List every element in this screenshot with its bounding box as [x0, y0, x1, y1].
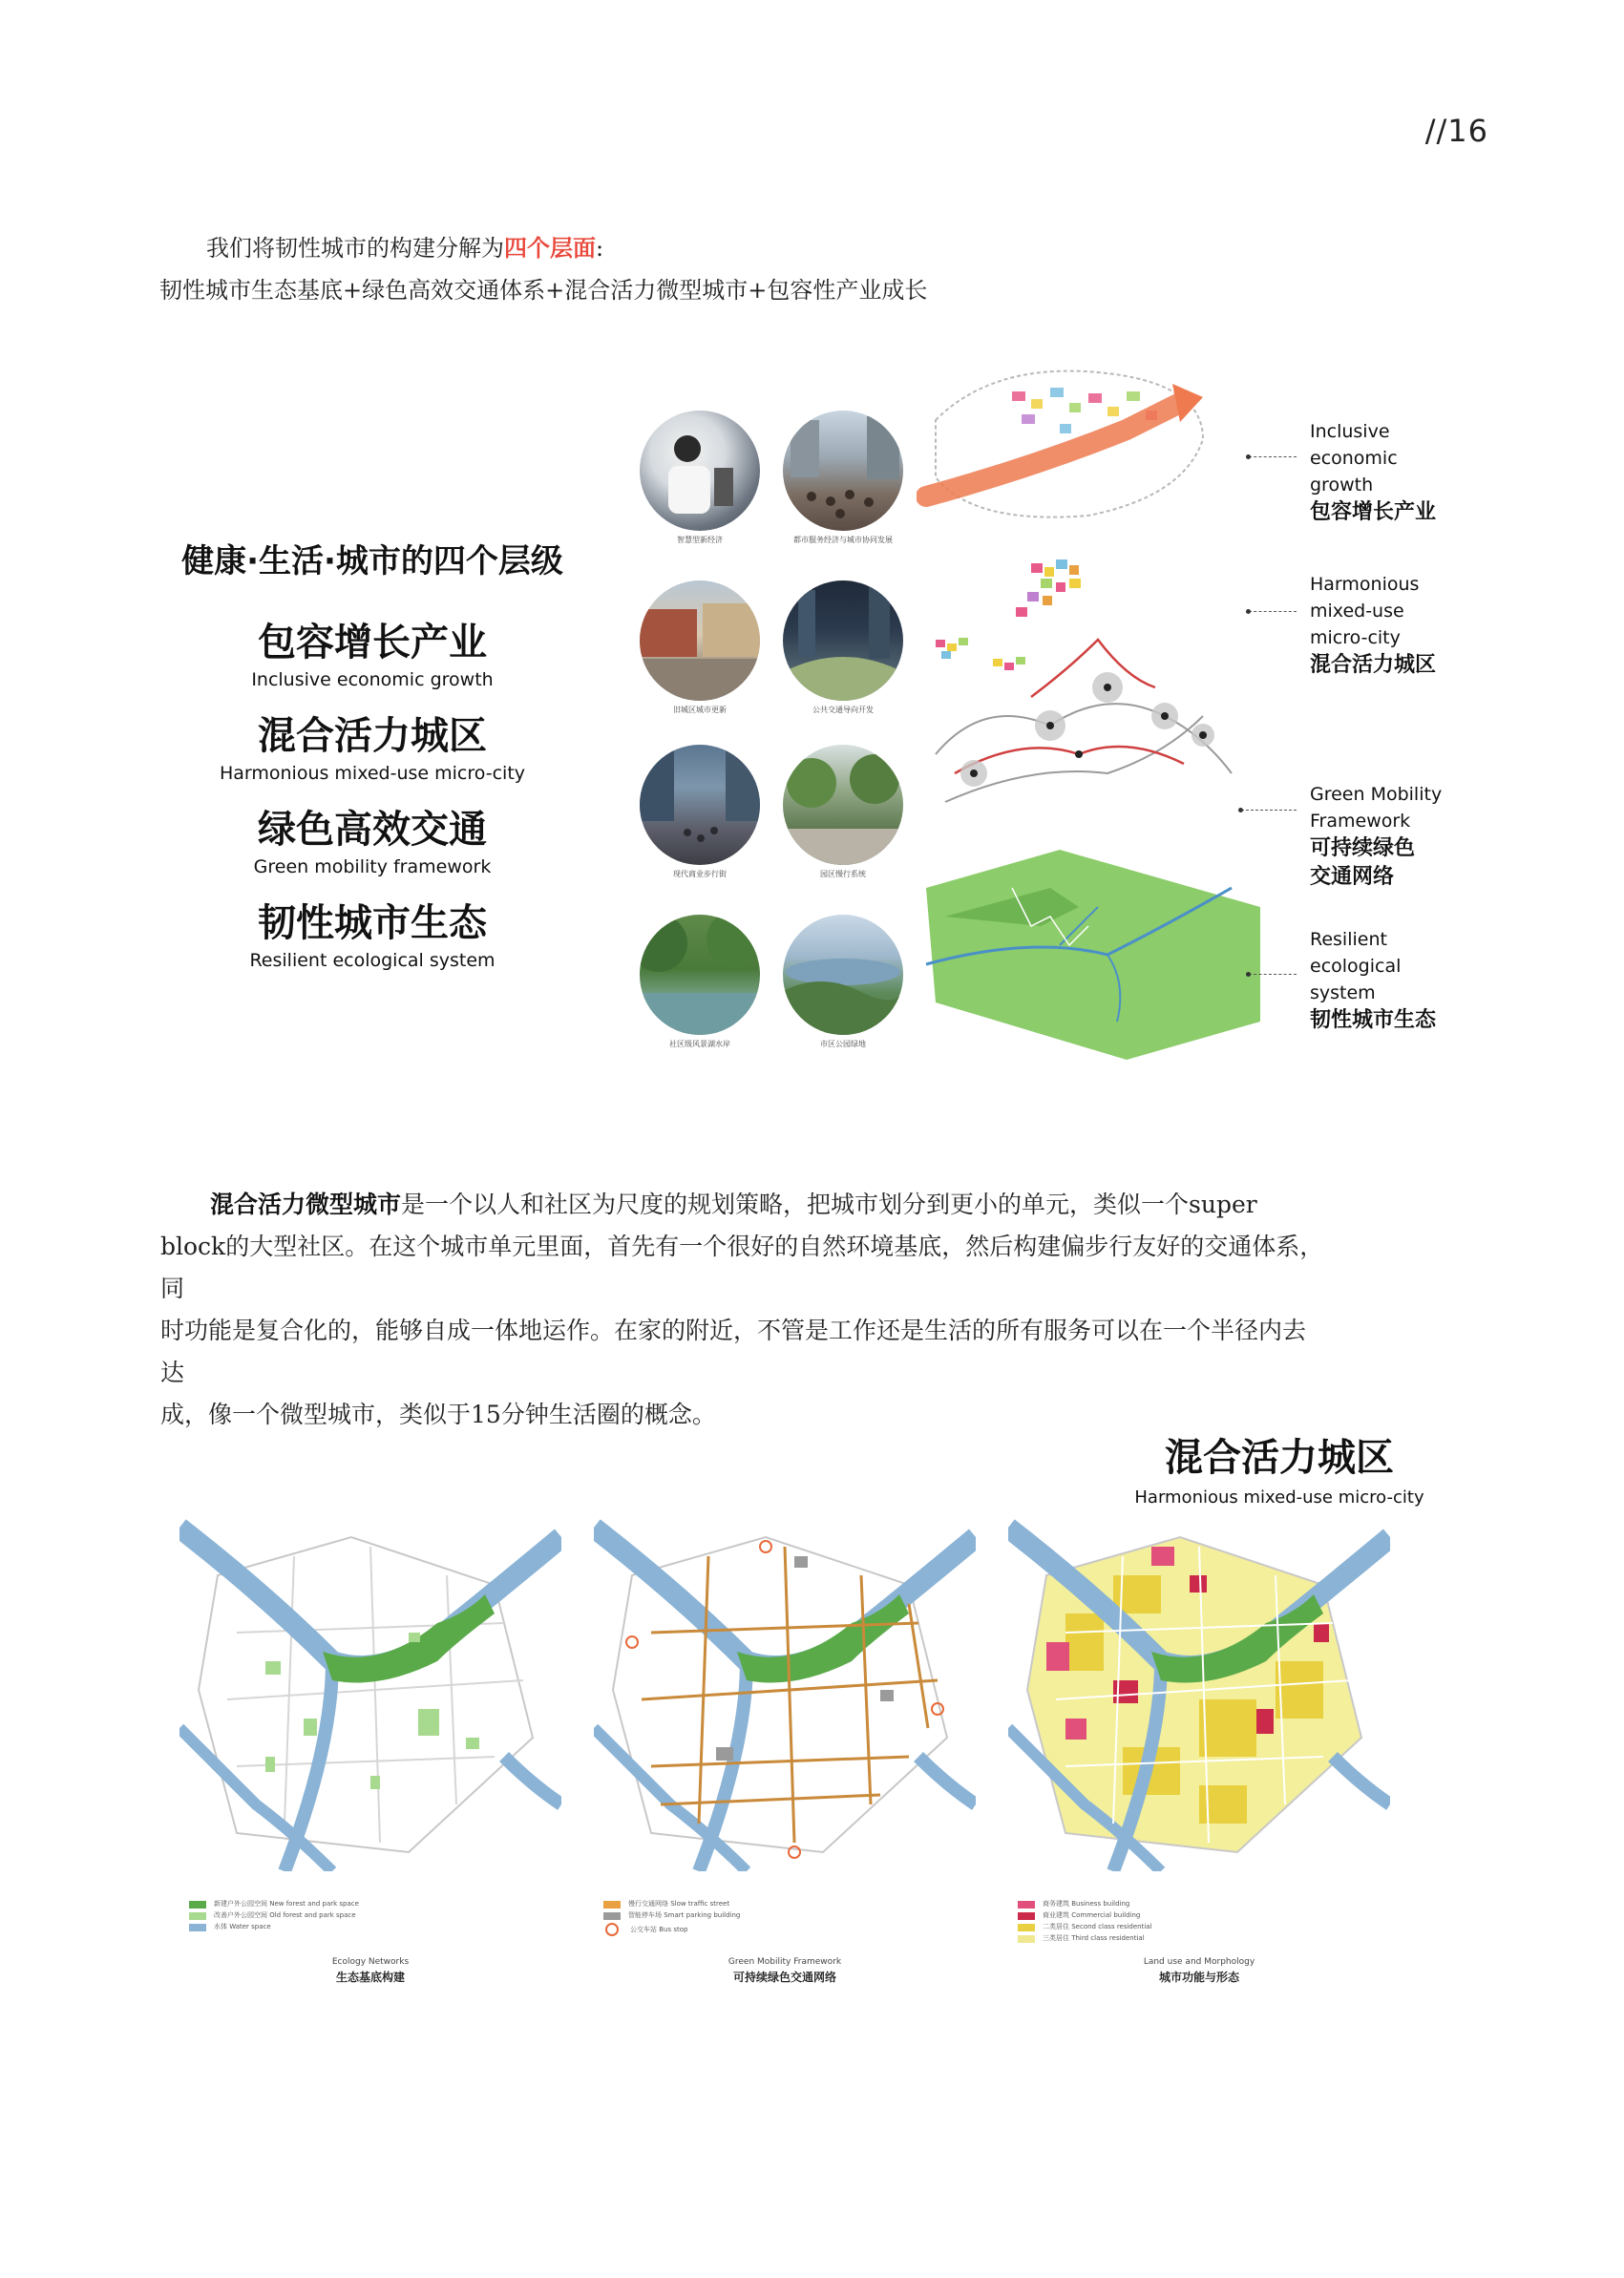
level-en: Inclusive economic growth: [251, 669, 494, 690]
micro-city-title-en: Harmonious mixed-use micro-city: [1134, 1487, 1424, 1508]
legend-swatch: [1018, 1924, 1035, 1931]
level-inclusive: [162, 620, 582, 690]
legend-item: [1018, 1923, 1152, 1931]
layered-axonometric-diagram: [917, 353, 1279, 1079]
right-label-en: mixed-use: [1310, 601, 1404, 622]
map-ecology: [179, 1518, 561, 1871]
photo-street-crowd: [783, 411, 903, 531]
photo-caption: 现代商业步行街: [673, 870, 727, 878]
legend-swatch: [1018, 1901, 1035, 1909]
right-label-en: system: [1310, 982, 1376, 1003]
map-mobility-legend: [603, 1900, 740, 1939]
map-caption-en: Green Mobility Framework: [728, 1957, 842, 1967]
map-mobility-caption: [661, 1957, 909, 1985]
leader-line: [1241, 810, 1297, 811]
photo-caption: 旧城区城市更新: [673, 706, 727, 714]
page-number: //16: [1424, 113, 1488, 149]
map-ecology-caption: [246, 1957, 495, 1985]
legend-item: [603, 1911, 740, 1920]
legend-label: 慢行交通网络 Slow traffic street: [628, 1900, 730, 1908]
legend-label: 二类居住 Second class residential: [1043, 1923, 1152, 1930]
micro-city-title: [1098, 1427, 1461, 1508]
photo-transit-hub: [783, 580, 903, 701]
right-label-cn: 交通网络: [1310, 865, 1395, 889]
legend-label: 改善户外公园空间 Old forest and park space: [214, 1911, 356, 1919]
map-caption-en: Ecology Networks: [331, 1957, 410, 1967]
map-landuse: [1008, 1518, 1390, 1871]
layer-mixed-use: [936, 559, 1081, 670]
layer-mobility: [936, 640, 1232, 802]
legend-item: [603, 1900, 740, 1909]
photo-caption: 市区公园绿地: [820, 1040, 866, 1048]
right-label-en: micro-city: [1310, 627, 1401, 648]
legend-item: [1018, 1911, 1152, 1920]
legend-label: 新建户外公园空间 New forest and park space: [214, 1900, 359, 1908]
legend-swatch: [1018, 1912, 1035, 1920]
paragraph-text: 是一个以人和社区为尺度的规划策略，把城市划分到更小的单元，类似一个super: [401, 1191, 1257, 1218]
paragraph-line: [160, 1184, 1325, 1226]
legend-label: 公交车站 Bus stop: [630, 1925, 688, 1933]
legend-swatch: [603, 1901, 621, 1909]
leader-line: [1249, 974, 1297, 975]
photo-pedestrian-street: [640, 745, 760, 865]
photo-lab-scientist: [640, 411, 760, 531]
micro-city-title-cn: 混合活力城区: [1165, 1436, 1394, 1480]
level-ecology: [162, 900, 582, 971]
leader-line: [1249, 456, 1297, 457]
photo-caption: 园区慢行系统: [820, 870, 866, 878]
level-cn: 韧性城市生态: [258, 901, 487, 945]
map-landuse-caption: [1075, 1957, 1323, 1985]
legend-label: 水体 Water space: [214, 1923, 271, 1930]
legend-item: [189, 1900, 359, 1909]
map-ecology-legend: [189, 1900, 359, 1934]
levels-panel: [162, 535, 582, 994]
photo-caption: 都市服务经济与城市协同发展: [793, 536, 893, 544]
right-label-mobility: [1310, 781, 1442, 892]
legend-swatch: [603, 1912, 621, 1920]
legend-item: [189, 1911, 359, 1920]
right-label-economic: [1310, 418, 1436, 527]
body-paragraph: [160, 1184, 1325, 1436]
legend-swatch: [1018, 1935, 1035, 1943]
legend-swatch: [189, 1901, 206, 1909]
leader-line: [1249, 611, 1297, 612]
intro-highlight: 四个层面: [504, 235, 596, 262]
level-mixed-use: [162, 713, 582, 784]
legend-label: 三类居住 Third class residential: [1043, 1934, 1145, 1942]
right-label-cn: 混合活力城区: [1310, 653, 1437, 677]
map-caption-en: Land use and Morphology: [1143, 1957, 1255, 1967]
map-caption-cn: 生态基底构建: [335, 1971, 405, 1984]
photo-old-town: [640, 580, 760, 701]
right-label-en: Resilient: [1310, 929, 1387, 950]
legend-swatch: [605, 1923, 619, 1936]
right-label-en: ecological: [1310, 956, 1402, 977]
legend-swatch: [189, 1912, 206, 1920]
paragraph-lead: 混合活力微型城市: [210, 1191, 402, 1218]
legend-label: 智能停车场 Smart parking building: [628, 1911, 741, 1919]
right-label-mixed-use: [1310, 571, 1436, 680]
paragraph-line: 成，像一个微型城市，类似于15分钟生活圈的概念。: [160, 1401, 716, 1428]
intro-line-1: [206, 229, 603, 263]
photo-grid: [630, 411, 917, 1048]
right-label-en: economic: [1310, 448, 1398, 469]
layer-economic: [926, 371, 1203, 517]
layer-ecology: [926, 850, 1260, 1060]
right-label-en: Inclusive: [1310, 421, 1390, 442]
level-en: Green mobility framework: [253, 856, 492, 877]
paragraph-line: 时功能是复合化的，能够自成一体地运作。在家的附近，不管是工作还是生活的所有服务可以在一个半径内去达: [160, 1317, 1307, 1386]
level-cn: 混合活力城区: [258, 714, 487, 758]
legend-label: 商务建筑 Business building: [1043, 1900, 1130, 1908]
right-label-cn: 韧性城市生态: [1310, 1008, 1437, 1032]
intro-line-2: 韧性城市生态基底+绿色高效交通体系+混合活力微型城市+包容性产业成长: [159, 277, 928, 304]
legend-item: [189, 1923, 359, 1931]
right-label-en: growth: [1310, 475, 1374, 496]
level-mobility: [162, 807, 582, 877]
intro-prefix: 我们将韧性城市的构建分解为: [206, 235, 504, 262]
right-label-en: Framework: [1310, 811, 1411, 832]
right-label-cn: 可持续绿色: [1310, 836, 1416, 860]
map-mobility: [594, 1518, 976, 1871]
level-en: Resilient ecological system: [249, 950, 496, 971]
legend-item: [603, 1923, 740, 1936]
legend-swatch: [189, 1924, 206, 1931]
levels-title: 健康·生活·城市的四个层级: [181, 542, 563, 580]
photo-lakeside: [640, 915, 760, 1035]
legend-item: [1018, 1900, 1152, 1909]
level-cn: 包容增长产业: [258, 621, 487, 664]
photo-park-walk: [783, 745, 903, 865]
right-label-cn: 包容增长产业: [1310, 500, 1437, 524]
legend-label: 商业建筑 Commercial building: [1043, 1911, 1141, 1919]
photo-caption: 智慧型新经济: [677, 536, 723, 544]
map-caption-cn: 城市功能与形态: [1158, 1971, 1239, 1984]
map-landuse-legend: [1018, 1900, 1152, 1946]
right-label-en: Green Mobility: [1310, 784, 1443, 805]
map-caption-cn: 可持续绿色交通网络: [732, 1971, 836, 1984]
paragraph-line: block的大型社区。在这个城市单元里面，首先有一个很好的自然环境基底，然后构建偏步行友好的交通体系，同: [160, 1233, 1324, 1302]
level-en: Harmonious mixed-use micro-city: [219, 763, 526, 784]
level-cn: 绿色高效交通: [258, 808, 487, 852]
right-label-en: Harmonious: [1310, 574, 1420, 595]
intro-suffix: :: [596, 235, 604, 262]
legend-item: [1018, 1934, 1152, 1943]
photo-caption: 公共交通导向开发: [812, 706, 874, 714]
right-label-ecology: [1310, 926, 1436, 1035]
photo-caption: 社区级风景湖水岸: [669, 1040, 730, 1048]
photo-city-park: [783, 915, 903, 1035]
